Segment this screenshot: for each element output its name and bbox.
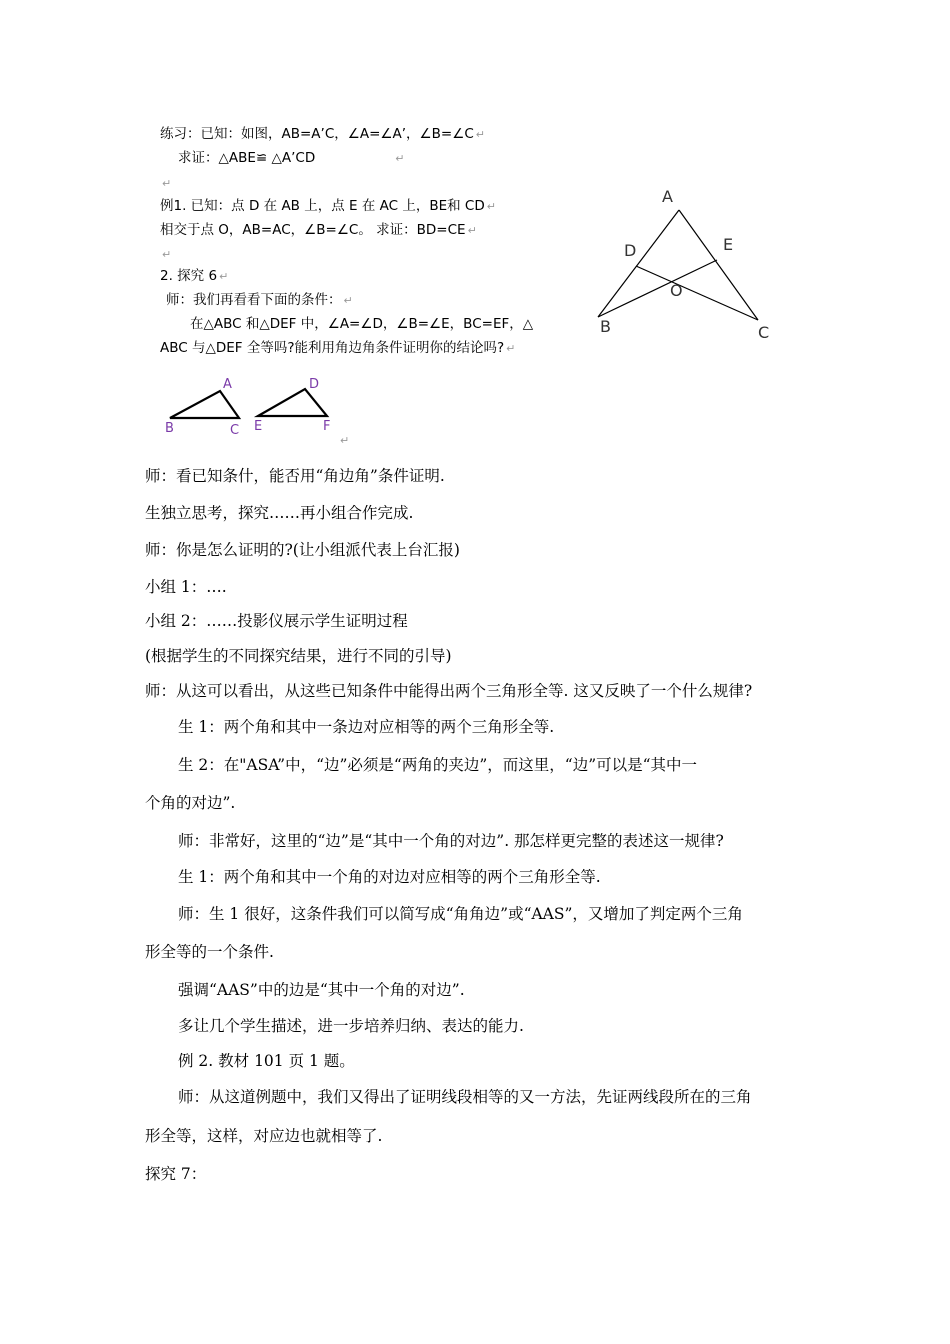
label-b: B xyxy=(165,421,174,436)
body-line: 生独立思考，探究……再小组合作完成. xyxy=(145,504,414,522)
body-line: 师：从这道例题中，我们又得出了证明线段相等的又一方法，先证两线段所在的三角 xyxy=(178,1088,752,1106)
example1-line-1: 例1. 已知：点 D 在 AB 上，点 E 在 AC 上，BE和 CD ↵ xyxy=(160,198,496,214)
body-line: 生 2：在"ASA”中，“边”必须是“两角的夹边”，而这里，“边”可以是“其中一 xyxy=(178,756,698,774)
body-line: 探究 7： xyxy=(145,1165,207,1183)
return-mark: ↵ xyxy=(162,248,172,261)
example1-line-2: 相交于点 O，AB=AC，∠B=∠C。 求证：BD=CE ↵ xyxy=(160,222,477,238)
body-line: 师：看已知条什，能否用“角边角”条件证明. xyxy=(145,467,445,485)
triangle-abc xyxy=(170,391,239,418)
label-a: A xyxy=(662,187,673,206)
label-c: C xyxy=(230,423,240,438)
label-e: E xyxy=(254,419,263,434)
segment-cd xyxy=(636,266,758,320)
triangle-figure-main xyxy=(590,180,790,345)
body-line: 例 2. 教材 101 页 1 题。 xyxy=(178,1052,355,1070)
body-line: 个角的对边”. xyxy=(145,794,236,812)
body-line: 生 1：两个角和其中一个角的对边对应相等的两个三角形全等. xyxy=(178,868,601,886)
body-line: 小组 1：…. xyxy=(145,578,227,596)
segment-ac xyxy=(679,210,758,320)
segment-ab xyxy=(598,210,679,317)
label-d: D xyxy=(309,377,320,392)
body-line: 强调“AAS”中的边是“其中一个角的对边”. xyxy=(178,981,465,999)
label-o: O xyxy=(670,281,683,300)
segment-be xyxy=(598,260,717,317)
body-line: 师：从这可以看出，从这些已知条件中能得出两个三角形全等. 这又反映了一个什么规律? xyxy=(145,682,753,700)
body-line: 师：你是怎么证明的?(让小组派代表上台汇报) xyxy=(145,541,460,559)
teacher-question: 师：我们再看看下面的条件： ↵ xyxy=(166,292,353,308)
return-mark: ↵ xyxy=(162,177,172,190)
body-line: 多让几个学生描述，进一步培养归纳、表达的能力. xyxy=(178,1017,524,1035)
label-f: F xyxy=(323,419,331,434)
body-line: (根据学生的不同探究结果，进行不同的引导) xyxy=(145,647,452,665)
triangles-abc-def-figure xyxy=(160,372,360,447)
body-line: 师：非常好，这里的“边”是“其中一个角的对边”. 那怎样更完整的表述这一规律? xyxy=(178,832,724,850)
label-a: A xyxy=(223,377,232,392)
body-line: 师：生 1 很好，这条件我们可以简写成“角角边”或“AAS”，又增加了判定两个三角 xyxy=(178,905,743,923)
label-b: B xyxy=(600,317,611,336)
condition-line-1: 在△ABC 和△DEF 中，∠A=∠D，∠B=∠E，BC=EF，△ xyxy=(190,316,534,332)
body-line: 生 1：两个角和其中一条边对应相等的两个三角形全等. xyxy=(178,718,555,736)
label-c: C xyxy=(758,323,770,342)
body-line: 形全等的一个条件. xyxy=(145,943,274,961)
practice-line-1: 练习：已知：如图，AB=A’C，∠A=∠A’，∠B=∠C ↵ xyxy=(160,126,485,142)
label-e: E xyxy=(723,235,734,254)
explore6-title: 2. 探究 6 ↵ xyxy=(160,268,229,284)
body-line: 形全等，这样，对应边也就相等了. xyxy=(145,1127,383,1145)
return-mark: ↵ xyxy=(340,434,350,447)
body-line: 小组 2：……投影仪展示学生证明过程 xyxy=(145,612,408,630)
practice-line-2: 求证：△ABE≌ △A’CD ↵ xyxy=(178,150,405,166)
triangle-def xyxy=(258,389,327,416)
condition-line-2: ABC 与△DEF 全等吗?能利用角边角条件证明你的结论吗? ↵ xyxy=(160,340,516,356)
label-d: D xyxy=(624,241,637,260)
